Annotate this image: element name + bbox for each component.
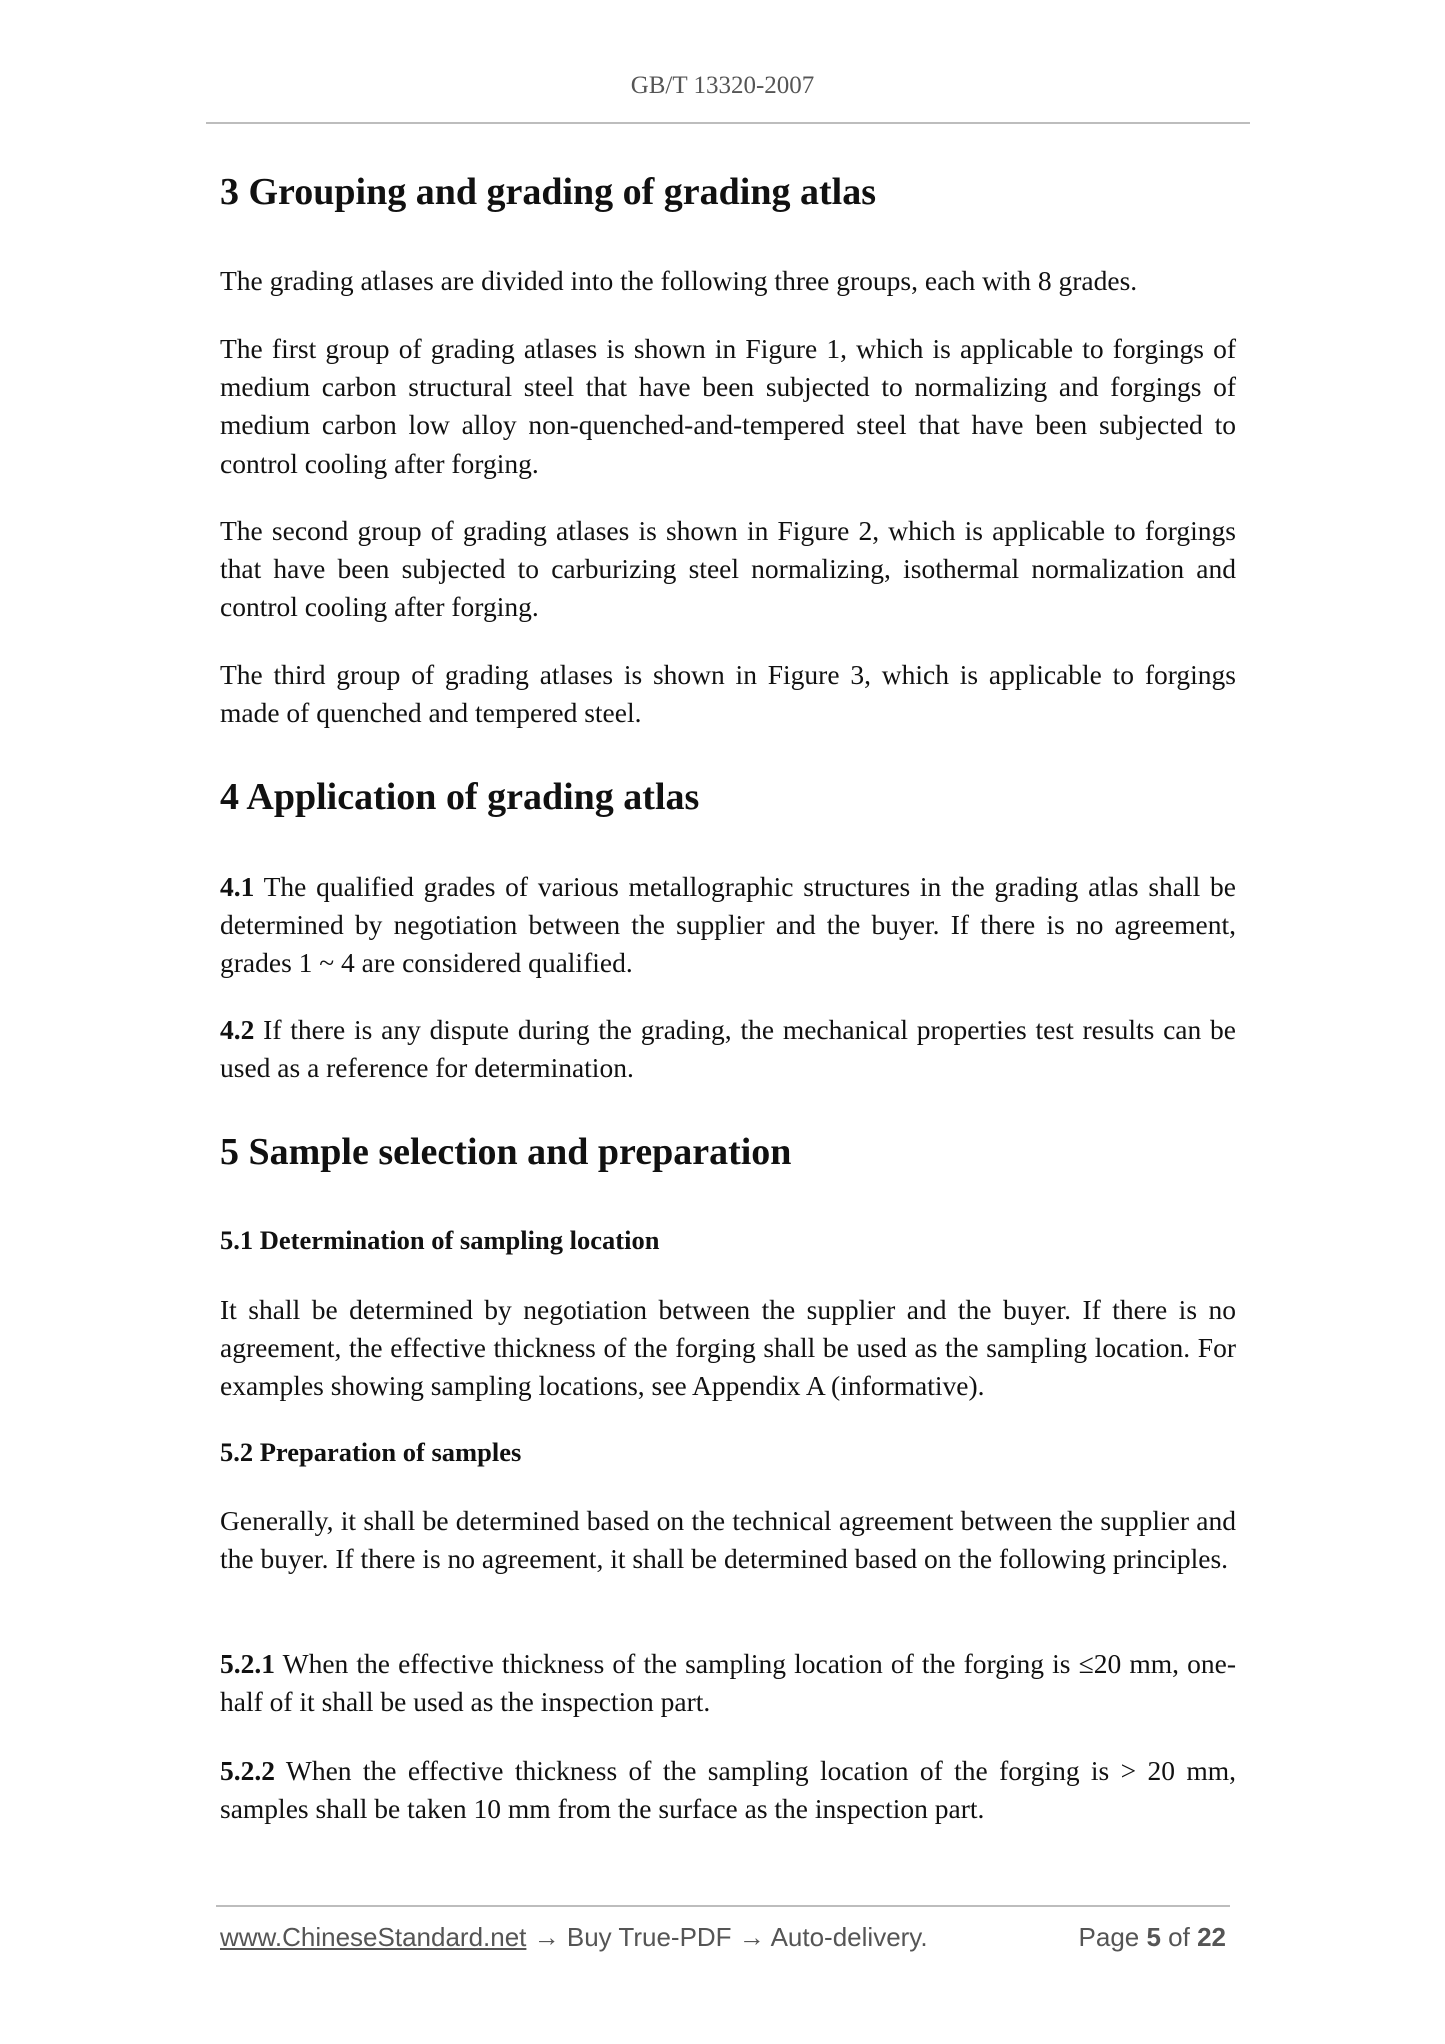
section-3-paragraph-1: The grading atlases are divided into the following three groups, each with 8 grades. bbox=[220, 265, 1138, 296]
subsection-5-1-paragraph: It shall be determined by negotiation between the supplier and the buyer. If there is no agreement, the effective thickness of the forging shall be used as the sampling location. For examples showing sampling locations, see Appendix A (informative). bbox=[220, 1294, 1236, 1402]
total-pages: 22 bbox=[1197, 1922, 1226, 1952]
footer-promo-text: → Buy True-PDF → Auto-delivery. bbox=[526, 1922, 928, 1952]
clause-number: 5.2.1 bbox=[220, 1648, 275, 1679]
clause-text: When the effective thickness of the sampling location of the forging is > 20 mm, samples shall be taken 10 mm from the surface as the inspection part. bbox=[220, 1755, 1236, 1825]
section-3-paragraph-3: The second group of grading atlases is shown in Figure 2, which is applicable to forgings that have been subjected to carburizing steel normalizing, isothermal normalization and control cooling after forging. bbox=[220, 515, 1236, 623]
website-link[interactable]: www.ChineseStandard.net bbox=[220, 1922, 527, 1952]
section-3-paragraph-4: The third group of grading atlases is shown in Figure 3, which is applicable to forgings made of quenched and tempered steel. bbox=[220, 659, 1236, 729]
section-5-heading: 5 Sample selection and preparation bbox=[220, 1131, 792, 1173]
section-4-heading: 4 Application of grading atlas bbox=[220, 776, 700, 818]
document-id-header: GB/T 13320-2007 bbox=[630, 72, 815, 99]
of-label: of bbox=[1160, 1922, 1198, 1952]
clause-4-1 bbox=[220, 868, 1236, 983]
clause-text: If there is any dispute during the grading, the mechanical properties test results can be used as a reference for determination. bbox=[220, 1014, 1236, 1084]
clause-4-2 bbox=[220, 1011, 1236, 1087]
clause-5-2-1 bbox=[220, 1645, 1236, 1721]
clause-5-2-2 bbox=[220, 1752, 1236, 1828]
page-indicator bbox=[1079, 1922, 1226, 1953]
clause-text: The qualified grades of various metallographic structures in the grading atlas shall be determined by negotiation between the supplier and the buyer. If there is no agreement, grades 1 ~ 4 are considered qualified. bbox=[220, 871, 1236, 979]
subsection-5-2-heading: 5.2 Preparation of samples bbox=[220, 1437, 522, 1467]
clause-number: 5.2.2 bbox=[220, 1755, 275, 1786]
page-number: 5 bbox=[1146, 1922, 1161, 1952]
header-divider bbox=[206, 122, 1250, 124]
subsection-5-1-heading: 5.1 Determination of sampling location bbox=[220, 1225, 660, 1255]
section-3-heading: 3 Grouping and grading of grading atlas bbox=[220, 171, 877, 213]
section-3-paragraph-2: The first group of grading atlases is shown in Figure 1, which is applicable to forgings of medium carbon structural steel that have been subjected to normalizing and forgings of medium carbon low alloy non-quenched-and-tempered steel that have been subjected to control cooling after forging. bbox=[220, 333, 1236, 479]
subsection-5-2-paragraph: Generally, it shall be determined based on the technical agreement between the supplier and the buyer. If there is no agreement, it shall be determined based on the following principles. bbox=[220, 1505, 1236, 1575]
clause-number: 4.1 bbox=[220, 871, 255, 902]
footer bbox=[220, 1922, 1226, 1953]
footer-divider bbox=[216, 1905, 1230, 1907]
clause-text: When the effective thickness of the sampling location of the forging is ≤20 mm, one-half of it shall be used as the inspection part. bbox=[220, 1648, 1236, 1718]
clause-number: 4.2 bbox=[220, 1014, 255, 1045]
page-label: Page bbox=[1078, 1922, 1147, 1952]
